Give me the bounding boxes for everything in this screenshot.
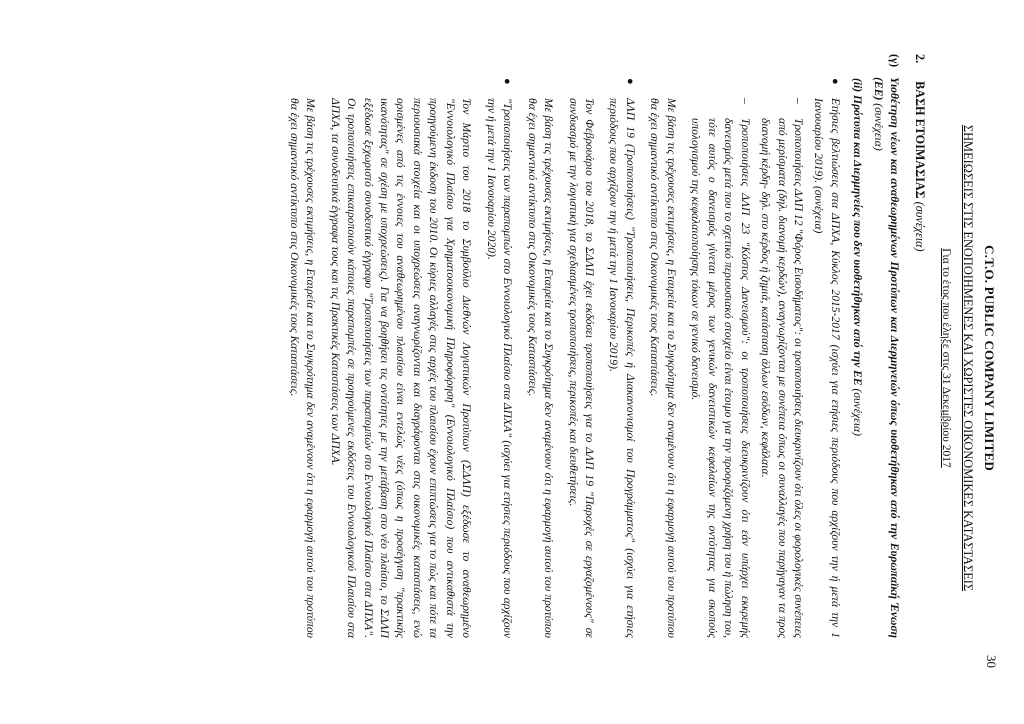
- header: [980, 78, 999, 668]
- section-number: 2.: [912, 54, 927, 64]
- subsection-c-title: Υιοθέτηση νέων και αναθεωρημένων Προτύπων και Διερμηνειών όπως υιοθετήθηκαν από την Ευρωπαϊκή Ένωση (ΕΕ): [871, 77, 902, 638]
- dash-item: [757, 98, 806, 638]
- bullet-item: [605, 78, 638, 638]
- dash-text-ias23: Τροποποιήσεις ΔΛΠ 23 "Κόστος Δανεισμού": οι τροποποιήσεις διευκρινίζουν ότι εάν υπάρχει εκκρεμής δανεισμός μετά που το σχετικό περιουσιακό στοιχείο είναι έτοιμο για την προοριζόμενη χρήση του ή πώληση του, τότε αυτός ο δανεισμός γίνεται μέρος των γενικών δανειστικών κεφαλαίων της οντότητας για σκοπούς υπολογισμού της κεφαλαιοποίησης τόκων σε γενικό δανεισμό.: [689, 118, 752, 638]
- dash-icon: –: [738, 98, 752, 104]
- period-line: Για το έτος που έληξε στις 31 Δεκεμβρίου 2017: [939, 248, 952, 468]
- dash-icon: –: [792, 98, 806, 104]
- subsection-ii-title: (ii) Πρότυπα και Διερμηνείες που δεν υιοθετήθηκαν από την ΕΕ: [851, 78, 865, 386]
- subsection-ii-heading: [849, 78, 865, 638]
- subsection-c-label: (γ): [888, 54, 902, 68]
- company-name: C.T.O. PUBLIC COMPANY LIMITED: [982, 245, 997, 471]
- section-title: ΒΑΣΗ ΕΤΟΙΜΑΣΙΑΣ: [912, 81, 927, 199]
- subsection-ii-continued: (συνέχεια): [851, 388, 865, 436]
- bullet-text-annual-improvements: Ετήσιες βελτιώσεις στα ΔΠΧΑ, Κύκλος 2015-2017 (ισχύει για ετήσιες περιόδους που αρχίζουν την ή μετά την 1 Ιανουαρίου 2019). (συνέχεια): [812, 98, 842, 638]
- paragraph-conceptual-framework: Τον Μάρτιο του 2018 το Συμβούλιο Διεθνών Λογιστικών Προτύπων (ΣΔΛΠ) εξέδωσε το αναθεωρημένο "Εννοιολογικό Πλαίσιο για Χρηματοοικονομική Πληροφόρηση" (Εννοιολογικό Πλαίσιο) που αντικαθιστά την προηγούμενη έκδοση του 2010. Οι κύριες αλλαγές στις αρχές του πλαισίου έχουν επιπτώσεις για το πώς και πότε τα περιουσιακά στοιχεία και οι υποχρεώσεις αναγνωρίζονται και διαγράφονται στις οικονομικές καταστάσεις, ενώ ορισμένες από τις έννοιες του αναθεωρημένου πλαισίου είναι εντελώς νέες (όπως η προσέγγιση "πρακτικής ικανότητας" σε σχέση με υποχρεώσεις). Για να βοηθήσει τις οντότητες με την μετάβαση στο νέο πλαίσιο, το ΣΔΛΠ εξέδωσε ξεχωριστό συνοδευτικό έγγραφο "Τροποποιήσεις των παραπομπών στο Εννοιολογικό Πλαίσιο στα ΔΠΧΑ". Οι τροποποιήσεις επικαιροποιούν κάποιες παραπομπές σε προηγούμενες εκδόσεις του Εννοιολογικού Πλαισίου στα ΔΠΧΑ, τα συνοδευτικά έγγραφα τους και τις Πρακτικές Καταστάσεις των ΔΠΧΑ.: [328, 98, 474, 638]
- document-title: ΣΗΜΕΙΩΣΕΙΣ ΣΤΙΣ ΕΝΟΠΟΙΗΜΕΝΕΣ ΚΑΙ ΧΩΡΙΣΤΕΣ ΟΙΚΟΝΟΜΙΚΕΣ ΚΑΤΑΣΤΑΣΕΙΣ: [960, 124, 975, 592]
- subsection-c-heading: [869, 54, 902, 638]
- bullet-icon: ●: [623, 78, 636, 85]
- section-continued: (συνέχεια): [912, 201, 927, 252]
- bullet-text-ias19: ΔΛΠ 19 (Τροποποιήσεις) "Τροποποιήσεις, Περικοπές ή Διακανονισμοί του Προγράμματος" (ισχύει για ετήσιες περιόδους που αρχίζουν την ή μετά την 1 Ιανουαρίου 2019).: [607, 98, 637, 638]
- bullet-icon: ●: [828, 78, 841, 85]
- paragraph-assessment-3: Με βάση τις τρέχουσες εκτιμήσεις, η Εταιρεία και το Συγκρότημα δεν αναμένουν ότι η εφαρμογή αυτού του προτύπου θα έχει σημαντικό αντίκτυπο στις Οικονομικές τους Καταστάσεις.: [287, 98, 318, 638]
- paragraph-assessment-2: Με βάση τις τρέχουσες εκτιμήσεις, η Εταιρεία και το Συγκρότημα δεν αναμένουν ότι η εφαρμογή αυτού του προτύπου θα έχει σημαντικό αντίκτυπο στις Οικονομικές τους Καταστάσεις.: [525, 98, 556, 638]
- bullet-text-conceptual-framework: "Τροποποιήσεις των παραπομπών στο Εννοιολογικό Πλαίσιο στα ΔΠΧΑ" (ισχύει για ετήσιες περιόδους που αρχίζουν την ή μετά την 1 Ιανουαρίου 2020).: [484, 98, 515, 638]
- paragraph-ias19: Τον Φεβρουάριο του 2018, το ΣΔΛΠ έχει εκδόσει τροποποιήσεις για το ΔΛΠ 19 "Παροχές σε εργαζομένους" σε συνδυασμό με την λογιστική για σχεδιασμένες τροποποιήσεις, περικοπές και διευθετήσεις.: [566, 98, 597, 638]
- page-number: 30: [984, 655, 999, 668]
- section-heading: [910, 54, 927, 638]
- bullet-item: [482, 78, 515, 638]
- subsection-c-continued: (συνέχεια): [871, 103, 885, 151]
- bullet-icon: ●: [501, 78, 514, 85]
- paragraph-assessment-1: Με βάση τις τρέχουσες εκτιμήσεις, η Εταιρεία και το Συγκρότημα δεν αναμένουν ότι η εφαρμογή αυτού του προτύπου θα έχει σημαντικό αντίκτυπο στις Οικονομικές τους Καταστάσεις.: [648, 98, 678, 638]
- dash-item: [687, 98, 753, 638]
- dash-text-ias12: Τροποποιήσεις ΔΛΠ 12 "Φόρος Εισοδήματος": οι τροποποιήσεις διευκρινίζουν ότι όλες οι φορολογικές συνέπειες από μερίσματα (δηλ. διανομή κερδών), αναγνωρίζονται με συνέπεια όπως οι συναλλαγές που παρήγαγαν τα προς διανομή κέρδη- δηλ. στο κέρδος ή ζημιά, κατάσταση άλλων εσόδων, κεφάλαια.: [759, 118, 806, 638]
- bullet-item: [810, 78, 843, 638]
